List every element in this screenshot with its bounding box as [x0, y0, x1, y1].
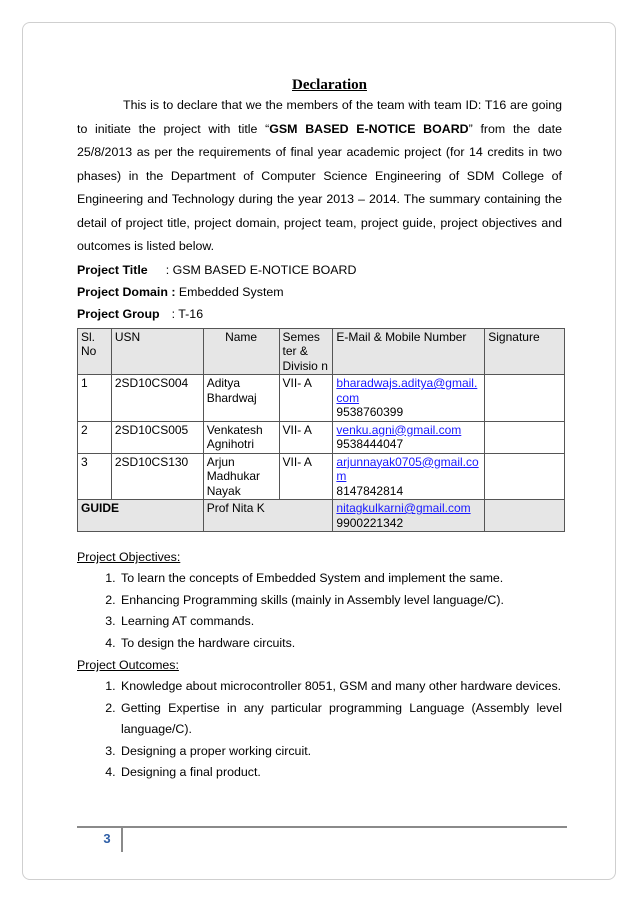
- mobile-number: 8147842814: [336, 483, 404, 498]
- field-value: : GSM BASED E-NOTICE BOARD: [165, 262, 357, 277]
- outcomes-heading: Project Outcomes:: [77, 658, 179, 672]
- table-header-row: [78, 328, 565, 375]
- header-usn: USN: [111, 328, 203, 375]
- guide-label: [78, 500, 204, 532]
- list-item: 3. Designing a proper working circuit.: [119, 741, 562, 763]
- document-body: [77, 76, 562, 784]
- table-row: [78, 421, 565, 453]
- cell-signature: [485, 421, 565, 453]
- field-project-title: [77, 259, 562, 281]
- cell-sl: 1: [78, 375, 112, 422]
- field-project-domain: [77, 281, 562, 303]
- cell-semester: VII- A: [279, 453, 333, 500]
- list-item: 2. Enhancing Programming skills (mainly in Assembly level language/C).: [119, 590, 562, 612]
- guide-contact: [333, 500, 485, 532]
- cell-sl: 3: [78, 453, 112, 500]
- cell-usn: 2SD10CS004: [111, 375, 203, 422]
- intro-rest-text: ” from the date 25/8/2013 as per the requirements of final year academic project (for 14 credits in two phases) in the Department of Computer Science Engineering of SDM College of Engineering and Technology during the year 2013 – 2014. The summary containing the detail of project title, project domain, project team, project guide, project objectives and outcomes is listed below.: [77, 121, 562, 253]
- field-label: Project Domain :: [77, 284, 176, 299]
- cell-semester: VII- A: [279, 421, 333, 453]
- objectives-list: [77, 568, 562, 654]
- guide-row: [78, 500, 565, 532]
- team-table: [77, 328, 565, 533]
- list-item: 1. Knowledge about microcontroller 8051, GSM and many other hardware devices.: [119, 676, 562, 698]
- list-item: 3. Learning AT commands.: [119, 611, 562, 633]
- objectives-heading: Project Objectives:: [77, 550, 181, 564]
- footer-rule: [77, 826, 567, 828]
- cell-signature: [485, 375, 565, 422]
- outcomes-list: [77, 676, 562, 784]
- header-name: Name: [203, 328, 279, 375]
- email-link[interactable]: arjunnayak0705@gmail.com: [336, 454, 479, 483]
- field-project-group: [77, 303, 562, 325]
- mobile-number: 9538444047: [336, 437, 404, 451]
- cell-contact: [333, 453, 485, 500]
- email-link[interactable]: venku.agni@gmail.com: [336, 422, 462, 437]
- guide-name: Prof Nita K: [203, 500, 333, 532]
- table-row: [78, 375, 565, 422]
- header-semester: Semes ter & Divisio n: [279, 328, 333, 375]
- cell-name: Venkatesh Agnihotri: [203, 421, 279, 453]
- footer-divider: [121, 828, 123, 852]
- cell-contact: [333, 375, 485, 422]
- list-item: 2. Getting Expertise in any particular programming Language (Assembly level language/C).: [119, 698, 562, 741]
- email-link[interactable]: bharadwajs.aditya@gmail.com: [336, 376, 478, 405]
- field-label: Project Title: [77, 262, 148, 277]
- header-sl: Sl. No: [78, 328, 112, 375]
- cell-signature: [485, 500, 565, 532]
- cell-usn: 2SD10CS130: [111, 453, 203, 500]
- cell-sl: 2: [78, 421, 112, 453]
- intro-text: This is to declare that we the members of the team with team ID: T16 are going to initiate the project with title “: [77, 98, 562, 136]
- mobile-number: 9900221342: [336, 515, 404, 530]
- cell-signature: [485, 453, 565, 500]
- page-title: Declaration: [292, 77, 367, 93]
- guide-label-text: GUIDE: [81, 501, 120, 515]
- mobile-number: 9538760399: [336, 405, 404, 419]
- page-number: 3: [103, 831, 111, 846]
- table-row: [78, 453, 565, 500]
- list-item: 4. To design the hardware circuits.: [119, 633, 562, 655]
- header-signature: Signature: [485, 328, 565, 375]
- list-item: 4. Designing a final product.: [119, 762, 562, 784]
- cell-name: Arjun Madhukar Nayak: [203, 453, 279, 500]
- field-value: Embedded System: [175, 284, 284, 299]
- cell-usn: 2SD10CS005: [111, 421, 203, 453]
- declaration-paragraph: [77, 94, 562, 259]
- project-title-bold: GSM BASED E-NOTICE BOARD: [269, 121, 469, 136]
- cell-contact: [333, 421, 485, 453]
- cell-name: Aditya Bhardwaj: [203, 375, 279, 422]
- header-email: E-Mail & Mobile Number: [333, 328, 485, 375]
- email-link[interactable]: nitagkulkarni@gmail.com: [336, 501, 471, 515]
- field-value: : T-16: [171, 306, 204, 321]
- list-item: 1. To learn the concepts of Embedded System and implement the same.: [119, 568, 562, 590]
- cell-semester: VII- A: [279, 375, 333, 422]
- field-label: Project Group: [77, 306, 160, 321]
